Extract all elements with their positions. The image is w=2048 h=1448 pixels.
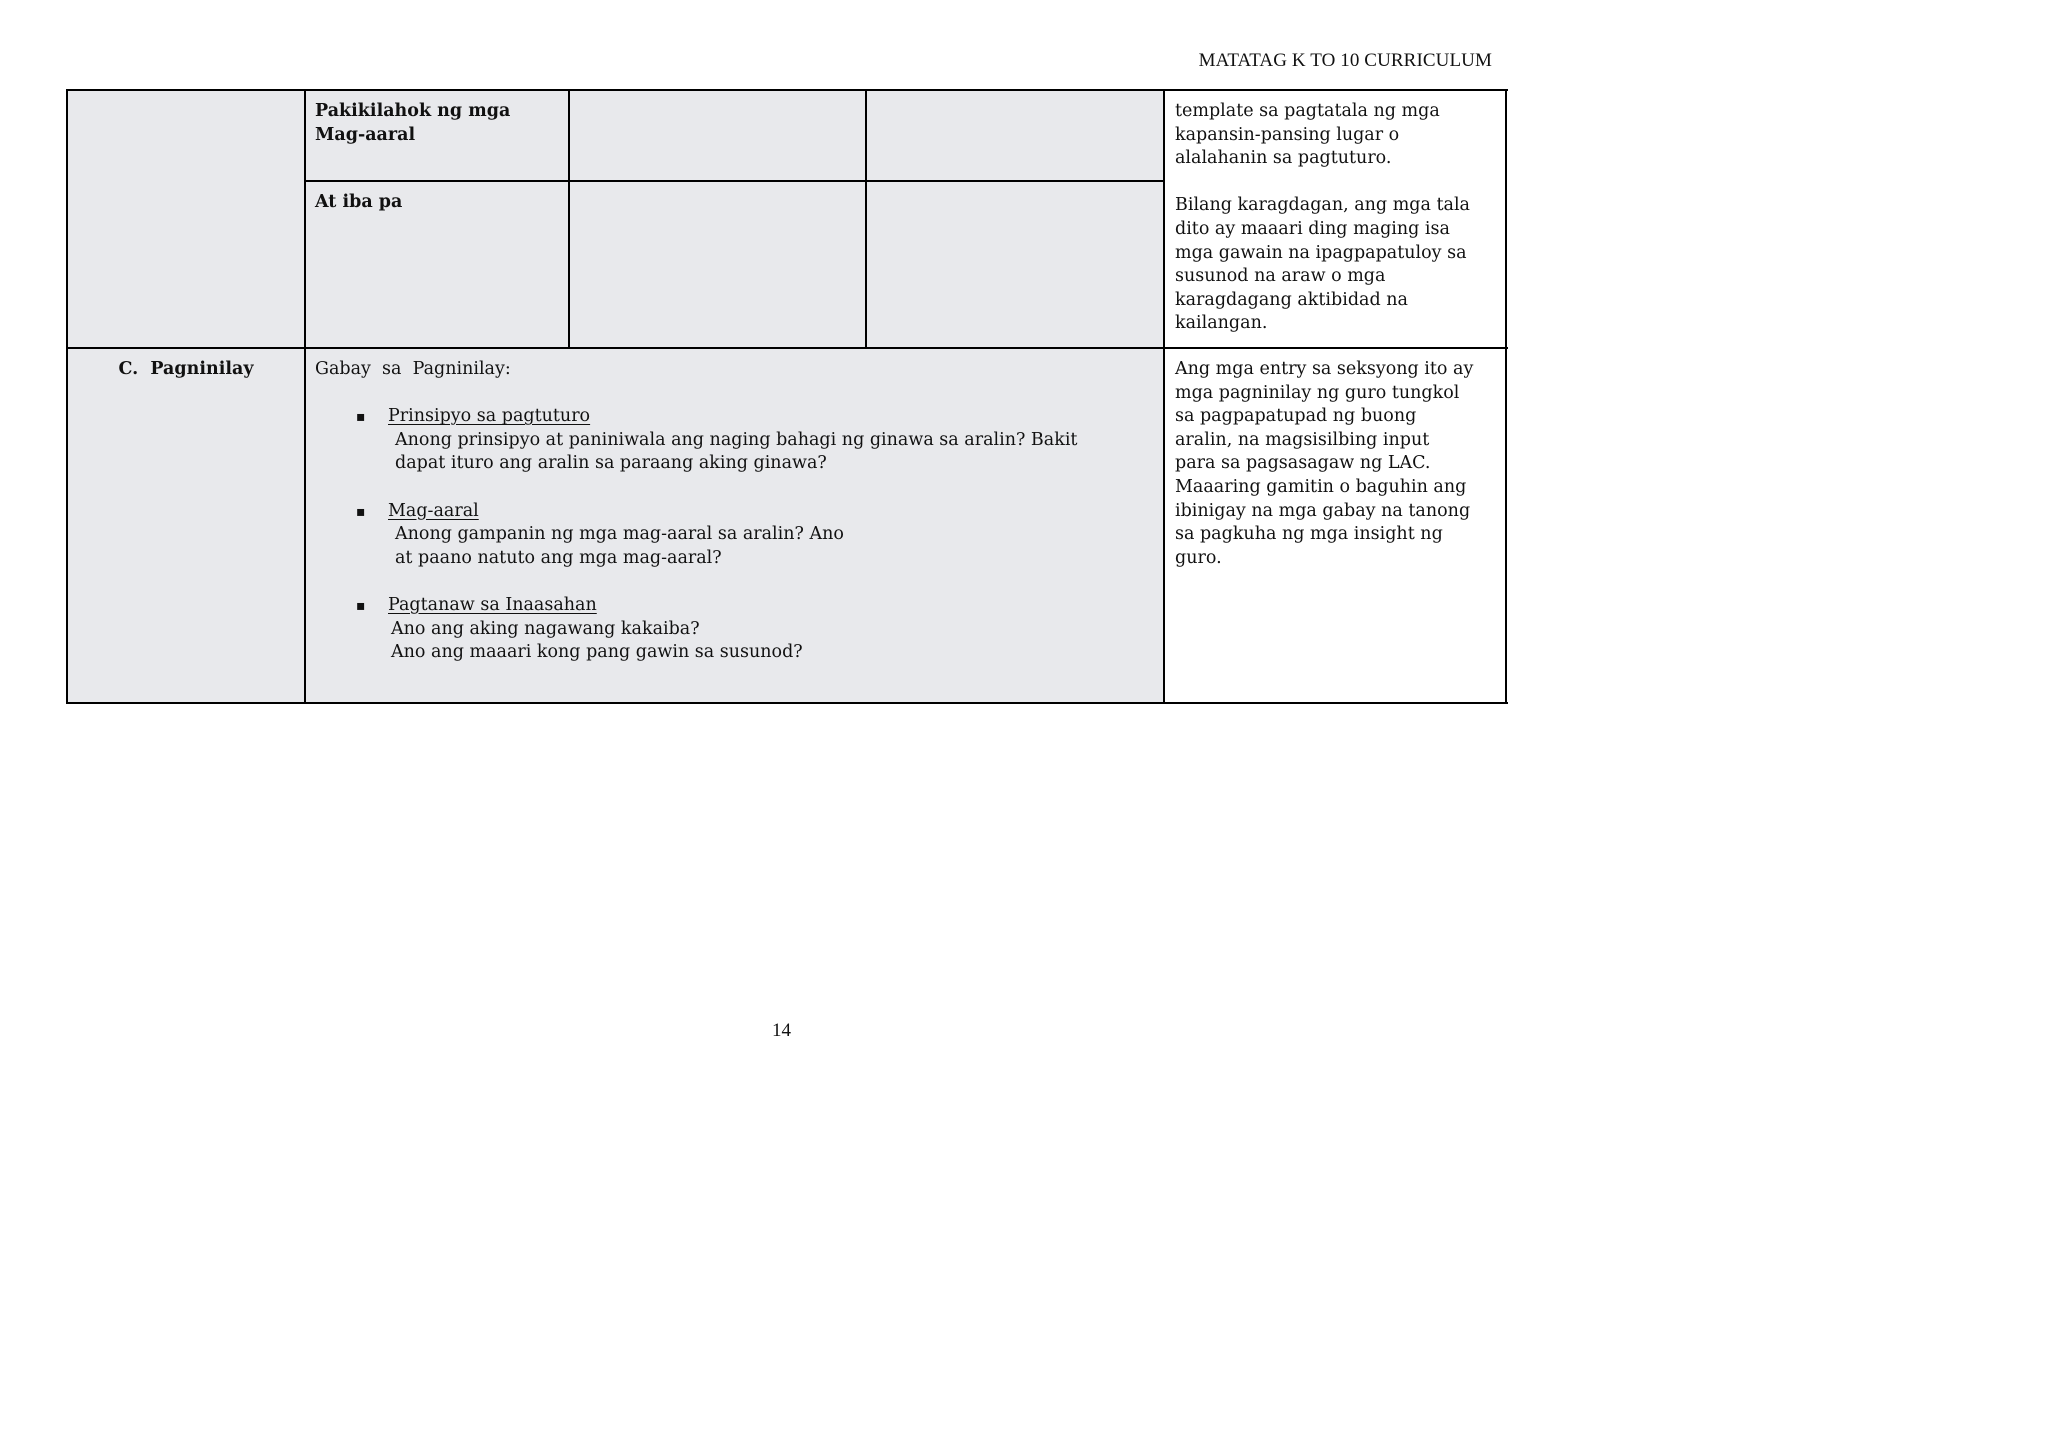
table-border-bottom [66, 702, 1508, 704]
guide-title: Gabay sa Pagninilay: [315, 359, 511, 379]
row1-sub1-col3-cell [866, 90, 1164, 181]
col-divider-4 [1163, 89, 1165, 704]
row2-section-cell [67, 348, 305, 704]
col-divider-1 [304, 89, 306, 704]
bullet-square-icon: ▪ [356, 597, 366, 614]
bullet-text: Anong gampanin ng mga mag-aaral sa aralin? Ano at paano natuto ang mga mag-aaral? [395, 524, 844, 568]
row1-sub1-label-line2: Mag-aaral [315, 124, 416, 145]
guide-bullet [315, 594, 1164, 665]
row1-notes-paragraph-2: Bilang karagdagan, ang mga tala dito ay maaari ding maging isa mga gawain na ipagpapatuloy sa susunod na araw o mga karagdagang aktibidad na kailangan. [1175, 195, 1470, 334]
row1-sub1-col2-cell [569, 90, 866, 181]
row1-sub2-col2-cell [569, 181, 866, 348]
page-number: 14 [772, 1020, 791, 1041]
guide-bullet [315, 500, 1164, 571]
table-border-right [1505, 89, 1507, 704]
section-label-pagninilay: C. Pagninilay [118, 359, 254, 379]
bullet-square-icon: ▪ [356, 409, 366, 426]
row1-sub-divider [305, 180, 1165, 182]
row1-sub2-label-cell [305, 181, 569, 348]
bullet-title: Mag-aaral [388, 500, 479, 521]
bullet-square-icon: ▪ [356, 503, 366, 520]
row1-sub1-label-line1: Pakikilahok ng mga [315, 101, 511, 121]
bullet-text: Ano ang aking nagawang kakaiba? Ano ang maaari kong pang gawin sa susunod? [391, 618, 803, 663]
table-border-left [66, 89, 68, 704]
row1-section-cell [67, 90, 305, 348]
row-divider [66, 347, 1508, 349]
row1-notes-cell [1164, 90, 1506, 348]
row2-notes-cell [1164, 348, 1506, 704]
guide-bullet [315, 405, 1164, 476]
row2-notes: Ang mga entry sa seksyong ito ay mga pagninilay ng guro tungkol sa pagpapatupad ng buong aralin, na magsisilbing input para sa pagsasagaw ng LAC. Maaaring gamitin o baguhin ang ibinigay na mga gabay na tanong sa pagkuha ng mga insight ng guro. [1175, 359, 1474, 568]
row1-notes-paragraph-1: template sa pagtatala ng mga kapansin-pansing lugar o alalahanin sa pagtuturo. [1175, 101, 1440, 169]
row1-sub2-col3-cell [866, 181, 1164, 348]
bullet-text: Anong prinsipyo at paniniwala ang naging bahagi ng ginawa sa aralin? Bakit dapat ituro ang aralin sa paraang aking ginawa? [395, 429, 1078, 474]
bullet-title: Pagtanaw sa Inaasahan [388, 594, 597, 615]
row2-guide-cell [305, 348, 1164, 704]
col-divider-2 [568, 89, 570, 348]
bullet-title: Prinsipyo sa pagtuturo [388, 406, 591, 427]
table-border-top [66, 89, 1508, 91]
row1-sub1-label-cell [305, 90, 569, 181]
row1-sub2-label: At iba pa [315, 192, 403, 212]
col-divider-3 [865, 89, 867, 348]
curriculum-header: MATATAG K TO 10 CURRICULUM [1198, 50, 1492, 71]
